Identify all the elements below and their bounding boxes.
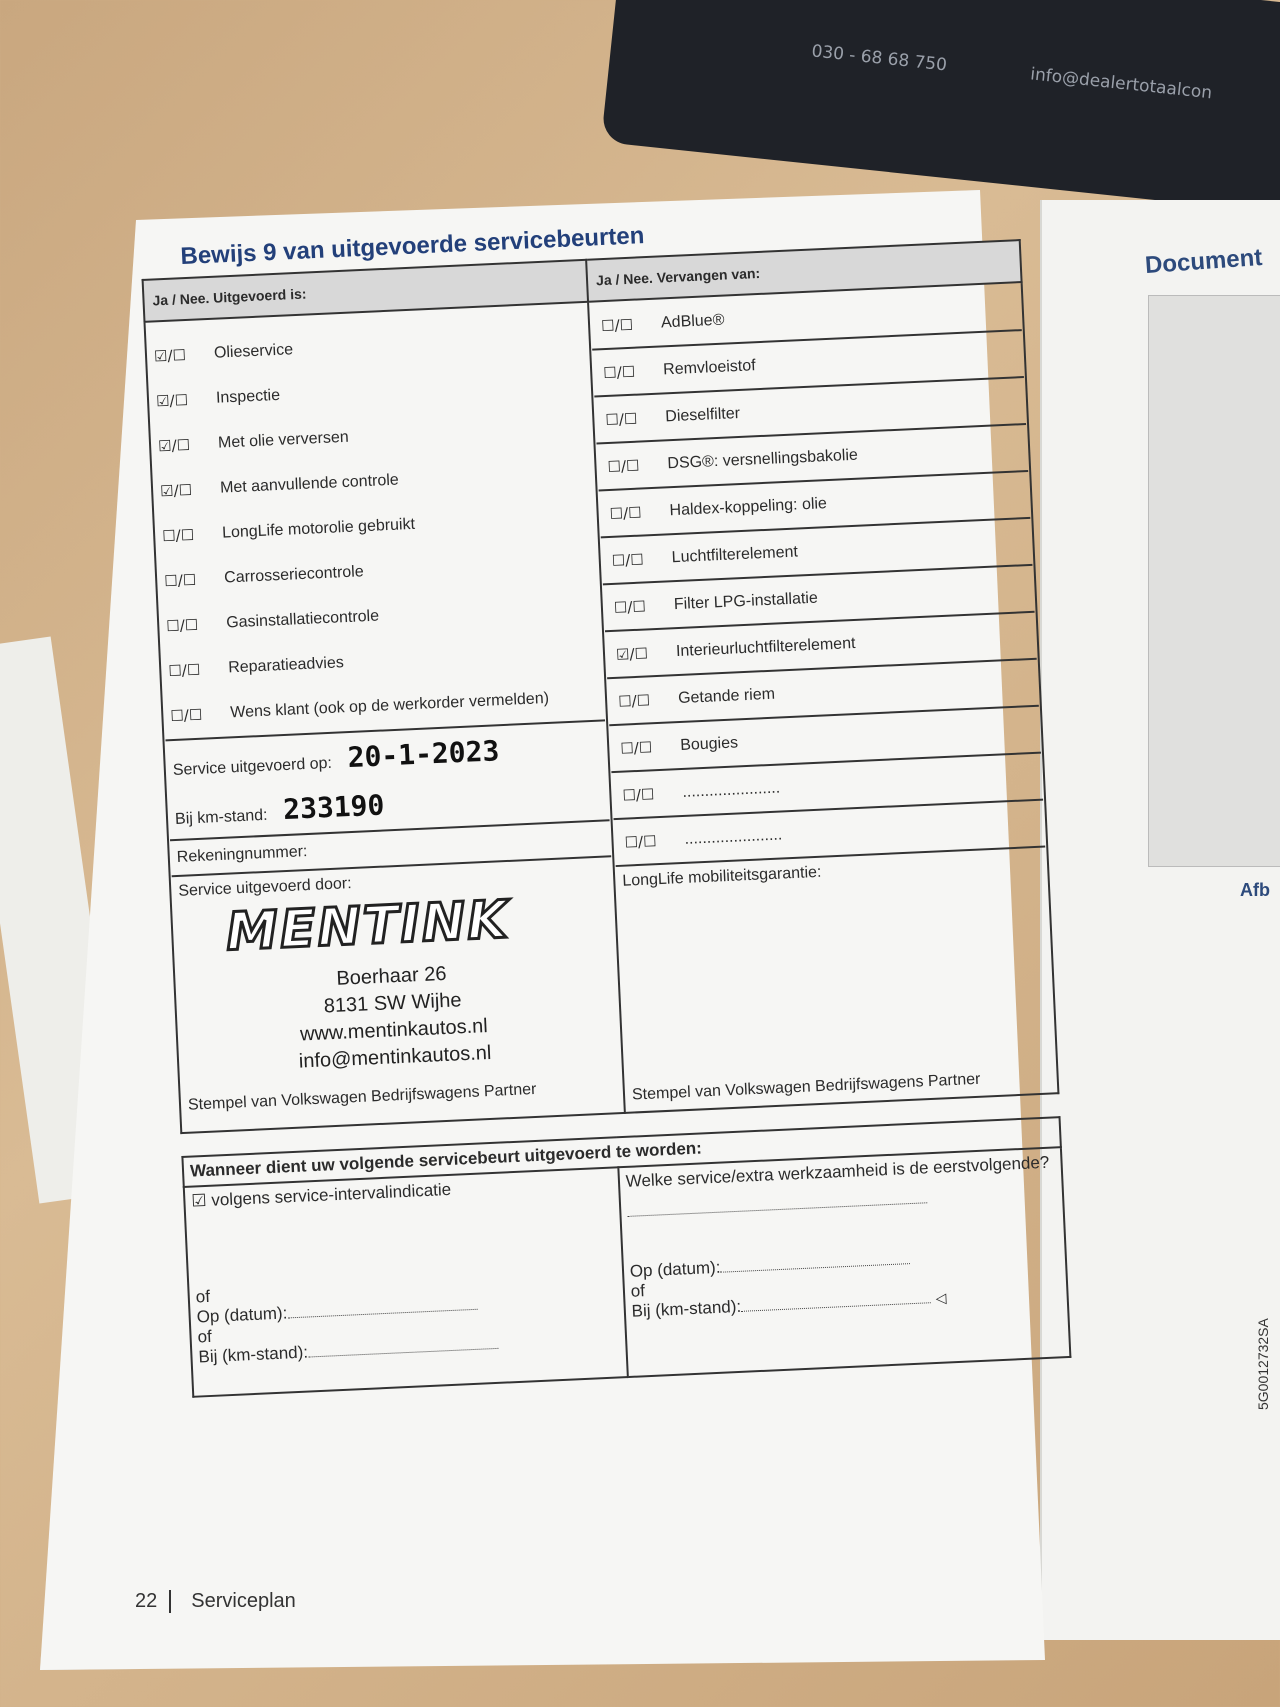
replaced-list	[588, 282, 1058, 1113]
checkbox-pair[interactable]: ☑/☐	[615, 643, 649, 664]
item-label: AdBlue®	[660, 311, 725, 331]
item-label: Met aanvullende controle	[219, 471, 400, 497]
km-label: Bij (km-stand):	[198, 1342, 309, 1367]
longlife-label: LongLife mobiliteitsgarantie:	[621, 863, 822, 890]
page-number: 22	[135, 1590, 171, 1613]
desk-mat	[601, 0, 1280, 217]
item-label: Filter LPG-installatie	[673, 589, 819, 613]
account-label: Rekeningnummer:	[176, 842, 308, 866]
phone-text: 030 - 68 68 750	[810, 41, 948, 76]
service-table	[142, 239, 1060, 1134]
service-date-value[interactable]: 20-1-2023	[346, 733, 500, 774]
checkbox-pair[interactable]: ☑/☐	[157, 435, 191, 456]
performed-list	[144, 302, 624, 1133]
item-label: ......................	[684, 825, 783, 848]
right-page-illustration	[1148, 295, 1280, 867]
right-page-title: Document	[1144, 243, 1264, 280]
replaced-rows	[590, 284, 1045, 865]
item-label: Reparatieadvies	[227, 654, 345, 677]
next-service-left	[184, 1167, 628, 1397]
item-label: Getande riem	[677, 685, 776, 707]
item-label: DSG®: versnellingsbakolie	[667, 446, 859, 472]
right-date-field[interactable]	[720, 1249, 910, 1273]
checkbox-pair[interactable]: ☐/☐	[161, 525, 195, 546]
right-date-label: Op (datum):	[629, 1257, 721, 1281]
item-label: ......................	[681, 779, 781, 801]
checkbox-pair[interactable]: ☐/☐	[600, 315, 634, 335]
date-label: Op (datum):	[196, 1303, 288, 1327]
checkbox-pair[interactable]: ☐/☐	[611, 549, 645, 570]
next-service-right	[618, 1147, 1070, 1377]
of-text-1: of	[195, 1286, 211, 1307]
item-label: Olieservice	[213, 341, 294, 362]
checkbox-pair[interactable]: ☐/☐	[607, 456, 640, 476]
checkbox-pair[interactable]: ☐/☐	[609, 503, 642, 523]
item-label: Haldex-koppeling: olie	[669, 494, 828, 519]
checkbox-pair[interactable]: ☑/☐	[153, 346, 187, 366]
right-page-code: 5G0012732SA	[1255, 1318, 1271, 1410]
longlife-area	[616, 846, 1057, 1111]
right-km-label: Bij (km-stand):	[631, 1296, 742, 1321]
answer-field[interactable]	[627, 1188, 927, 1217]
website: www.mentinkautos.nl	[299, 1014, 489, 1046]
left-header: Ja / Nee. Uitgevoerd is:	[143, 260, 588, 322]
checkbox-pair[interactable]: ☐/☐	[619, 737, 653, 758]
right-page-caption: Afb	[1240, 880, 1270, 900]
page-footer	[135, 1590, 296, 1613]
stamp-caption-left: Stempel van Volkswagen Bedrijfswagens Partner	[187, 1080, 537, 1114]
item-label: Gasinstallatiecontrole	[225, 607, 380, 632]
stamp-caption-right: Stempel van Volkswagen Bedrijfswagens Partner	[631, 1070, 981, 1104]
email-text: info@dealertotaalcon	[1029, 64, 1213, 104]
checkbox-pair[interactable]: ☑/☐	[159, 480, 193, 501]
service-record	[140, 205, 1071, 1398]
item-label: Remvloeistof	[662, 356, 756, 378]
item-label: Met olie verversen	[217, 428, 350, 452]
dealer-stamp-area	[172, 855, 623, 1121]
checkbox-pair[interactable]: ☐/☐	[169, 705, 203, 726]
right-of-text: of	[630, 1281, 646, 1301]
address-line-1: Boerhaar 26	[335, 962, 447, 990]
checkbox-pair[interactable]: ☐/☐	[604, 409, 638, 429]
service-by-label: Service uitgevoerd door:	[177, 874, 352, 900]
next-service-question: Welke service/extra werkzaamheid is de eerstvolgende?	[625, 1152, 1050, 1191]
checkbox-pair[interactable]: ☐/☐	[624, 831, 657, 852]
checkbox-pair[interactable]: ☐/☐	[165, 615, 199, 636]
right-header: Ja / Nee. Vervangen van:	[586, 240, 1021, 302]
item-label: Interieurluchtfilterelement	[675, 634, 856, 660]
checkbox-pair[interactable]: ☐/☐	[613, 596, 647, 617]
item-label: Luchtfilterelement	[671, 542, 799, 566]
section-name: Serviceplan	[191, 1590, 296, 1612]
item-label: Wens klant (ook op de werkorder vermelden)	[229, 689, 550, 722]
page-title: Bewijs 9 van uitgevoerde servicebeurten	[179, 222, 645, 271]
interval-option[interactable]: ☑ volgens service-intervalindicatie	[190, 1179, 452, 1211]
checkbox-pair[interactable]: ☐/☐	[617, 690, 651, 711]
dealer-address	[276, 958, 511, 1076]
dealer-logo: MENTINK	[224, 889, 511, 963]
checkbox-pair[interactable]: ☐/☐	[622, 784, 655, 805]
item-label: LongLife motorolie gebruikt	[221, 515, 416, 542]
service-date-label: Service uitgevoerd op:	[172, 754, 333, 779]
checkbox-pair[interactable]: ☐/☐	[163, 570, 197, 591]
checkbox-pair[interactable]: ☐/☐	[602, 362, 636, 382]
email: info@mentinkautos.nl	[298, 1041, 492, 1073]
km-label: Bij km-stand:	[174, 806, 268, 828]
address-line-2: 8131 SW Wijhe	[323, 988, 462, 1017]
km-value[interactable]: 233190	[282, 788, 386, 826]
item-label: Inspectie	[215, 386, 281, 407]
item-label: Carrosseriecontrole	[223, 563, 365, 587]
item-label: Bougies	[679, 733, 739, 754]
next-service-table	[181, 1116, 1071, 1398]
item-label: Dieselfilter	[664, 404, 741, 425]
of-text-2: of	[197, 1326, 213, 1347]
checkbox-pair[interactable]: ☑/☐	[155, 390, 189, 411]
checkbox-pair[interactable]: ☐/☐	[167, 660, 201, 681]
next-service-header: Wanneer dient uw volgende servicebeurt uitgevoerd te worden:	[182, 1117, 1060, 1187]
continue-triangle-icon: ◁	[935, 1289, 947, 1306]
